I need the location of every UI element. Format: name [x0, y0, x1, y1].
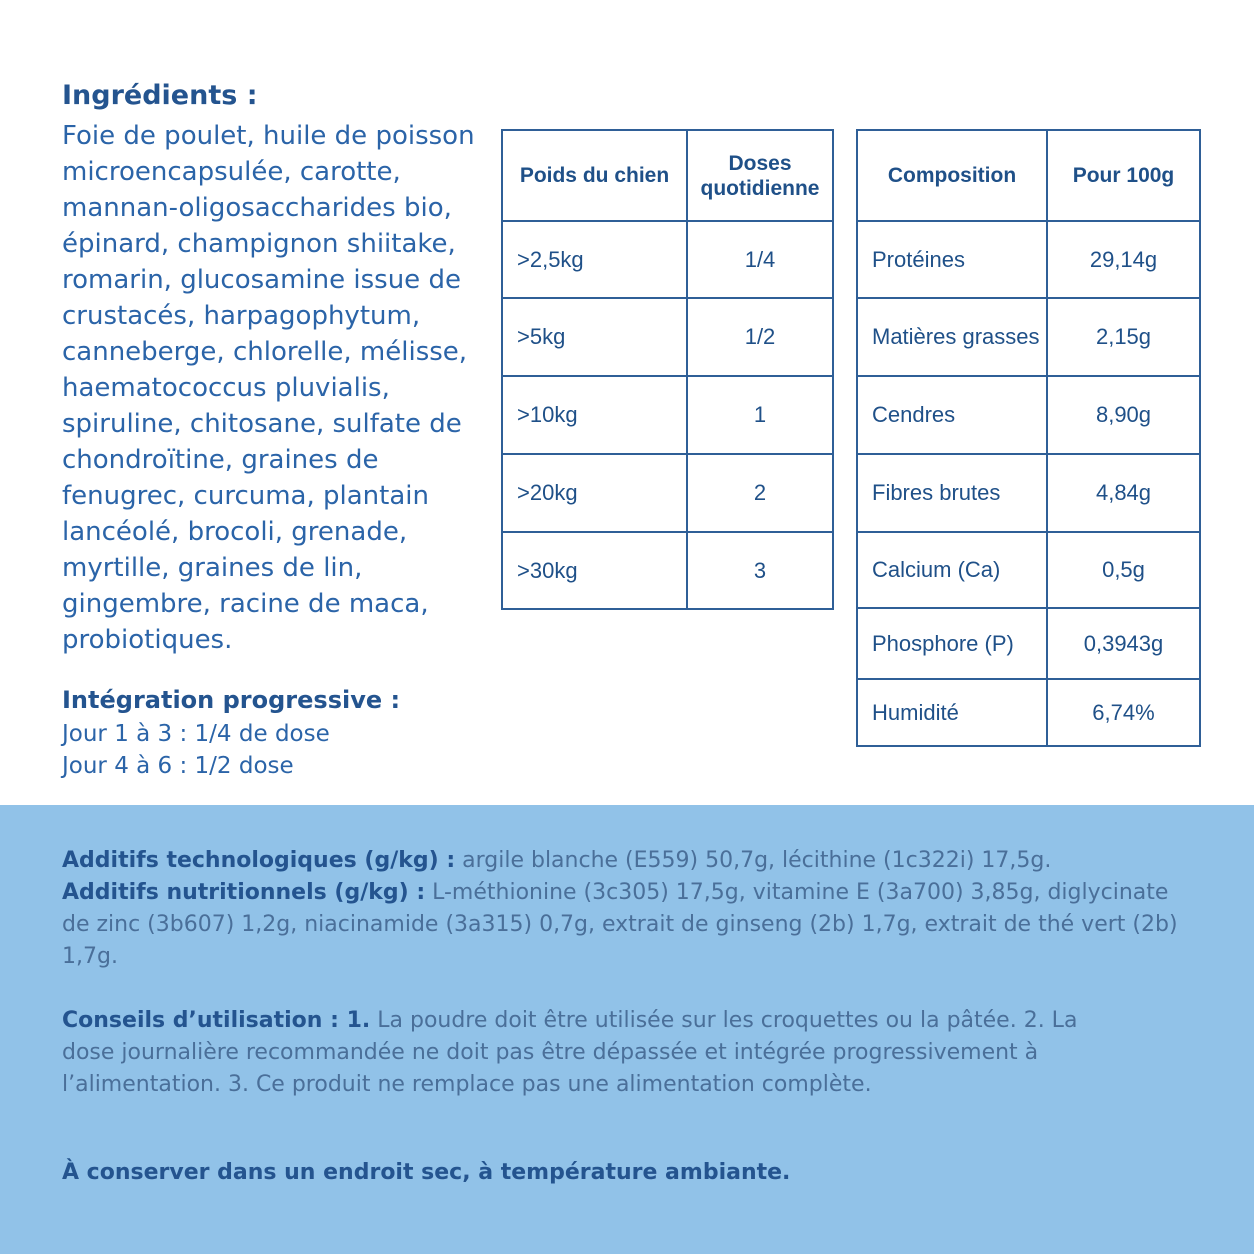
table-row	[857, 376, 1200, 454]
progressive-line-2: Jour 4 à 6 : 1/2 dose	[62, 753, 294, 779]
usage-text: La poudre doit être utilisée sur les croquettes ou la pâtée. 2. La dose journalière recommandée ne doit pas être dépassée et intégrée progressivement à l’alimentation. 3. Ce produit ne remplace pas une alimentation complète.	[62, 1008, 1078, 1097]
composition-value-cell: 0,5g	[1047, 532, 1200, 608]
table-row	[502, 376, 833, 454]
usage-block	[62, 1005, 1082, 1101]
additives-nutri-label: Additifs nutritionnels (g/kg) :	[62, 880, 426, 905]
usage-label: Conseils d’utilisation : 1.	[62, 1008, 371, 1033]
ingredients-line: crustacés, harpagophytum,	[62, 301, 421, 331]
table-row	[857, 608, 1200, 679]
dose-weight-cell: >5kg	[502, 298, 687, 376]
ingredients-line: probiotiques.	[62, 625, 233, 655]
composition-name-cell: Protéines	[857, 221, 1047, 298]
dose-value-cell: 2	[687, 454, 833, 532]
ingredients-line: Foie de poulet, huile de poisson	[62, 121, 475, 151]
additives-nutritional	[62, 877, 1192, 973]
additives-tech-label: Additifs technologiques (g/kg) :	[62, 848, 456, 873]
composition-name-cell: Calcium (Ca)	[857, 532, 1047, 608]
ingredients-title: Ingrédients :	[62, 80, 258, 111]
table-row	[857, 532, 1200, 608]
table-header-row	[502, 130, 833, 221]
progressive-title: Intégration progressive :	[62, 686, 401, 714]
ingredients-line: spiruline, chitosane, sulfate de	[62, 409, 462, 439]
ingredients-line: épinard, champignon shiitake,	[62, 229, 456, 259]
composition-name-cell: Cendres	[857, 376, 1047, 454]
dose-value-cell: 1/4	[687, 221, 833, 298]
ingredients-line: mannan-oligosaccharides bio,	[62, 193, 452, 223]
ingredients-line: fenugrec, curcuma, plantain	[62, 481, 429, 511]
ingredients-line: romarin, glucosamine issue de	[62, 265, 461, 295]
dose-weight-cell: >2,5kg	[502, 221, 687, 298]
dose-header-weight: Poids du chien	[502, 130, 687, 221]
composition-value-cell: 0,3943g	[1047, 608, 1200, 679]
table-row	[502, 298, 833, 376]
ingredients-line: lancéolé, brocoli, grenade,	[62, 517, 408, 547]
composition-value-cell: 8,90g	[1047, 376, 1200, 454]
storage-note: À conserver dans un endroit sec, à température ambiante.	[62, 1160, 791, 1185]
dose-value-cell: 1/2	[687, 298, 833, 376]
additives-tech-text: argile blanche (E559) 50,7g, lécithine (1c322i) 17,5g.	[455, 848, 1052, 873]
composition-header-value: Pour 100g	[1047, 130, 1200, 221]
ingredients-line: myrtille, graines de lin,	[62, 553, 363, 583]
composition-value-cell: 4,84g	[1047, 454, 1200, 532]
composition-value-cell: 6,74%	[1047, 679, 1200, 746]
composition-name-cell: Fibres brutes	[857, 454, 1047, 532]
ingredients-line: chondroïtine, graines de	[62, 445, 379, 475]
dose-value-cell: 3	[687, 532, 833, 609]
ingredients-text	[62, 118, 477, 658]
table-header-row	[857, 130, 1200, 221]
dose-header-doses: Doses quotidienne	[687, 130, 833, 221]
ingredients-line: haematococcus pluvialis,	[62, 373, 390, 403]
dose-table	[501, 129, 834, 610]
ingredients-line: microencapsulée, carotte,	[62, 157, 401, 187]
table-row	[857, 221, 1200, 298]
additives-technological	[62, 845, 1192, 877]
table-row	[502, 454, 833, 532]
composition-value-cell: 2,15g	[1047, 298, 1200, 376]
additives-nutri-text: L-méthionine (3c305) 17,5g, vitamine E (3a700) 3,85g, diglycinate de zinc (3b607) 1,2g, niacinamide (3a315) 0,7g, extrait de ginseng (2b) 1,7g, extrait de thé vert (2b) 1,7g.	[62, 880, 1178, 969]
dose-value-cell: 1	[687, 376, 833, 454]
composition-value-cell: 29,14g	[1047, 221, 1200, 298]
composition-name-cell: Matières grasses	[857, 298, 1047, 376]
ingredients-line: canneberge, chlorelle, mélisse,	[62, 337, 468, 367]
progressive-line-1: Jour 1 à 3 : 1/4 de dose	[62, 721, 330, 747]
table-row	[857, 454, 1200, 532]
dose-weight-cell: >10kg	[502, 376, 687, 454]
composition-header-name: Composition	[857, 130, 1047, 221]
table-row	[857, 679, 1200, 746]
composition-name-cell: Phosphore (P)	[857, 608, 1047, 679]
ingredients-line: gingembre, racine de maca,	[62, 589, 429, 619]
table-row	[502, 532, 833, 609]
dose-weight-cell: >30kg	[502, 532, 687, 609]
table-row	[502, 221, 833, 298]
composition-name-cell: Humidité	[857, 679, 1047, 746]
composition-table	[856, 129, 1201, 747]
additives-block	[62, 845, 1192, 973]
table-row	[857, 298, 1200, 376]
dose-weight-cell: >20kg	[502, 454, 687, 532]
